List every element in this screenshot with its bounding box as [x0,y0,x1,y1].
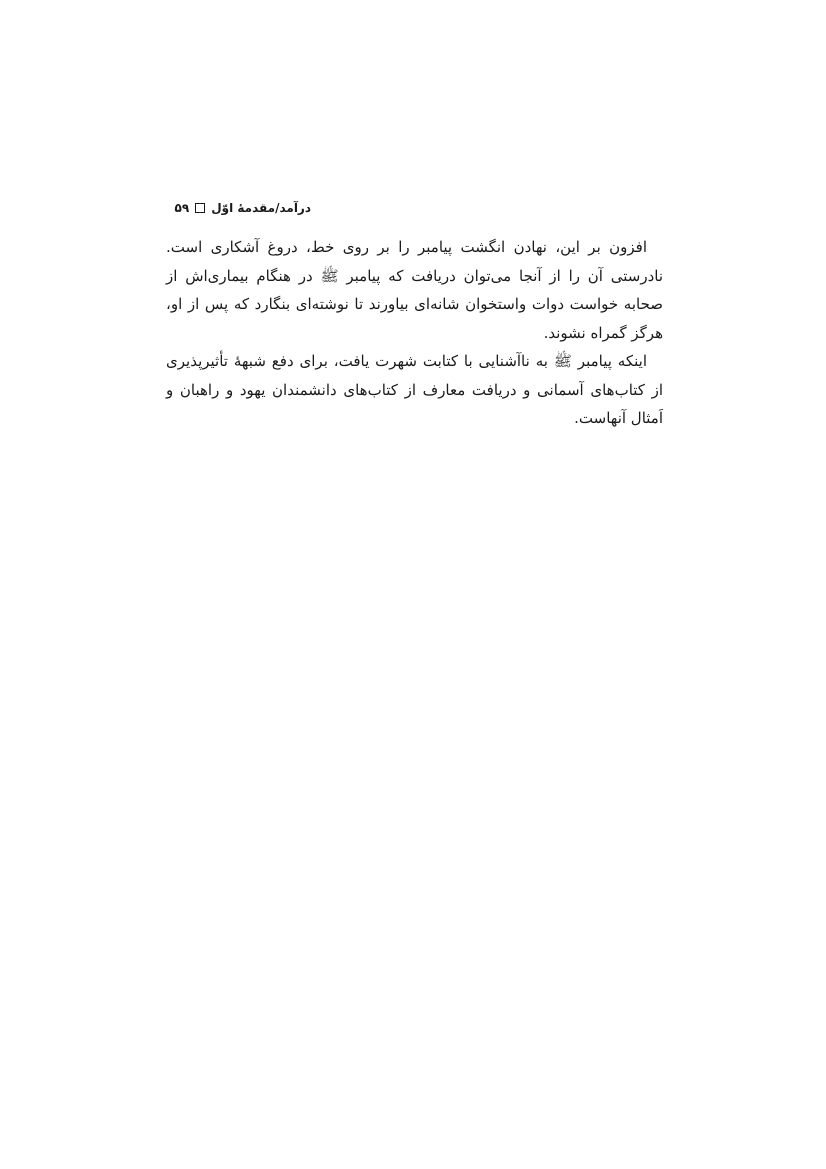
paragraph-2: اینکه پیامبر ﷺ به ناآشنایی با کتابت شهرت یافت، برای دفع شبههٔ تأثیرپذیری از کتاب‌های آسمانی و دریافت معارف از کتاب‌های دانشمندان یهود و راهبان و اَمثال آنهاست. [166,352,663,427]
section-title: درآمد/مقدمهٔ اوّل [211,201,311,215]
square-icon [195,203,205,213]
running-header [166,198,311,218]
page-number: ۵۹ [174,201,190,215]
body-text [166,233,663,433]
paragraph-1: افزون بر این، نهادن انگشت پیامبر را بر روی خط، دروغ آشکاری است. نادرستی آن را از آنجا می‌توان دریافت که پیامبر ﷺ در هنگام بیماری‌اش از صحابه خواست دوات واستخوان شانه‌ای بیاورند تا نوشته‌ای بنگارد که پس از او، هرگز گمراه نشوند. [166,238,663,342]
